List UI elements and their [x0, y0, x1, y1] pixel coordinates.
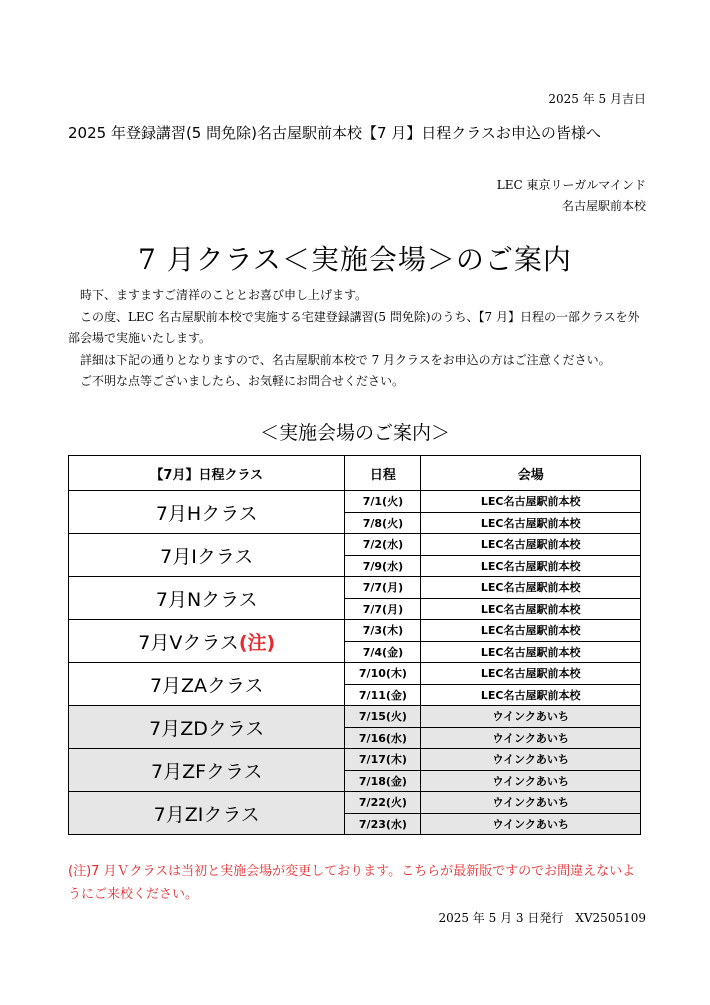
date-cell: 7/18(金)	[345, 770, 421, 792]
body-paragraph-1: 時下、ますますご清祥のこととお喜び申し上げます。	[80, 288, 368, 302]
class-name: 7月ZDクラス	[69, 706, 345, 749]
class-name-text: 7月Vクラス	[138, 631, 239, 654]
sender-company: LEC 東京リーガルマインド	[496, 178, 646, 192]
venue-cell: ウインクあいち	[421, 727, 641, 749]
class-name: 7月Nクラス	[69, 577, 345, 620]
table-row	[69, 663, 641, 685]
date-cell: 7/1(火)	[345, 491, 421, 513]
venue-cell: LEC名古屋駅前本校	[421, 641, 641, 663]
venue-cell: LEC名古屋駅前本校	[421, 598, 641, 620]
venue-cell: LEC名古屋駅前本校	[421, 684, 641, 706]
table-row	[69, 620, 641, 642]
page-title: 7 月クラス＜実施会場＞のご案内	[138, 243, 572, 276]
body-paragraph-3: 詳細は下記の通りとなりますので、名古屋駅前本校で 7 月クラスをお申込の方はご注意ください。	[80, 352, 611, 367]
venue-cell: LEC名古屋駅前本校	[421, 512, 641, 534]
date-cell: 7/17(木)	[345, 749, 421, 771]
body-paragraph-4: ご不明な点等ございましたら、お気軽にお問合せください。	[80, 374, 405, 388]
issue-info: 2025 年 5 月 3 日発行 XV2505109	[438, 911, 646, 925]
venue-cell: ウインクあいち	[421, 749, 641, 771]
date-cell: 7/10(木)	[345, 663, 421, 685]
date-cell: 7/15(火)	[345, 706, 421, 728]
body-text	[68, 285, 646, 393]
venue-cell: LEC名古屋駅前本校	[421, 534, 641, 556]
venue-cell: ウインクあいち	[421, 706, 641, 728]
date-cell: 7/22(火)	[345, 792, 421, 814]
class-name: 7月ZFクラス	[69, 749, 345, 792]
venue-cell: LEC名古屋駅前本校	[421, 577, 641, 599]
date-cell: 7/7(月)	[345, 598, 421, 620]
date-cell: 7/7(月)	[345, 577, 421, 599]
body-paragraph-2: この度、LEC 名古屋駅前本校で実施する宅建登録講習(5 問免除)のうち、【7 月】日程の一部クラスを外部会場で実施いたします。	[68, 309, 640, 345]
table-row	[69, 534, 641, 556]
change-note-mark: (注)	[238, 631, 276, 654]
class-name: 7月ZAクラス	[69, 663, 345, 706]
venue-cell: ウインクあいち	[421, 792, 641, 814]
change-footnote: (注)7 月Ｖクラスは当初と実施会場が変更しております。こちらが最新版ですのでお間違えないようにご来校ください。	[68, 864, 636, 902]
venue-cell: LEC名古屋駅前本校	[421, 491, 641, 513]
table-header-row	[69, 456, 641, 491]
header-date: 日程	[345, 456, 421, 491]
table-title: ＜実施会場のご案内＞	[259, 422, 450, 444]
date-cell: 7/8(火)	[345, 512, 421, 534]
class-name: 7月ZIクラス	[69, 792, 345, 835]
date-cell: 7/9(水)	[345, 555, 421, 577]
header-venue: 会場	[421, 456, 641, 491]
date-cell: 7/16(水)	[345, 727, 421, 749]
date-cell: 7/4(金)	[345, 641, 421, 663]
venue-cell: ウインクあいち	[421, 813, 641, 835]
table-row	[69, 792, 641, 814]
date-cell: 7/2(水)	[345, 534, 421, 556]
date-cell: 7/3(木)	[345, 620, 421, 642]
venue-cell: ウインクあいち	[421, 770, 641, 792]
class-name: 7月Hクラス	[69, 491, 345, 534]
date-cell: 7/11(金)	[345, 684, 421, 706]
venue-cell: LEC名古屋駅前本校	[421, 663, 641, 685]
class-name: 7月Iクラス	[69, 534, 345, 577]
venue-cell: LEC名古屋駅前本校	[421, 555, 641, 577]
date-cell: 7/23(水)	[345, 813, 421, 835]
schedule-table	[68, 455, 641, 835]
class-name-with-note	[69, 620, 345, 663]
table-row	[69, 749, 641, 771]
venue-cell: LEC名古屋駅前本校	[421, 620, 641, 642]
headline: 2025 年登録講習(5 問免除)名古屋駅前本校【7 月】日程クラスお申込の皆様へ	[68, 124, 601, 142]
document-date: 2025 年 5 月吉日	[548, 92, 646, 106]
table-row	[69, 577, 641, 599]
table-row	[69, 491, 641, 513]
sender-branch: 名古屋駅前本校	[561, 199, 646, 213]
header-class: 【7月】日程クラス	[69, 456, 345, 491]
table-row	[69, 706, 641, 728]
